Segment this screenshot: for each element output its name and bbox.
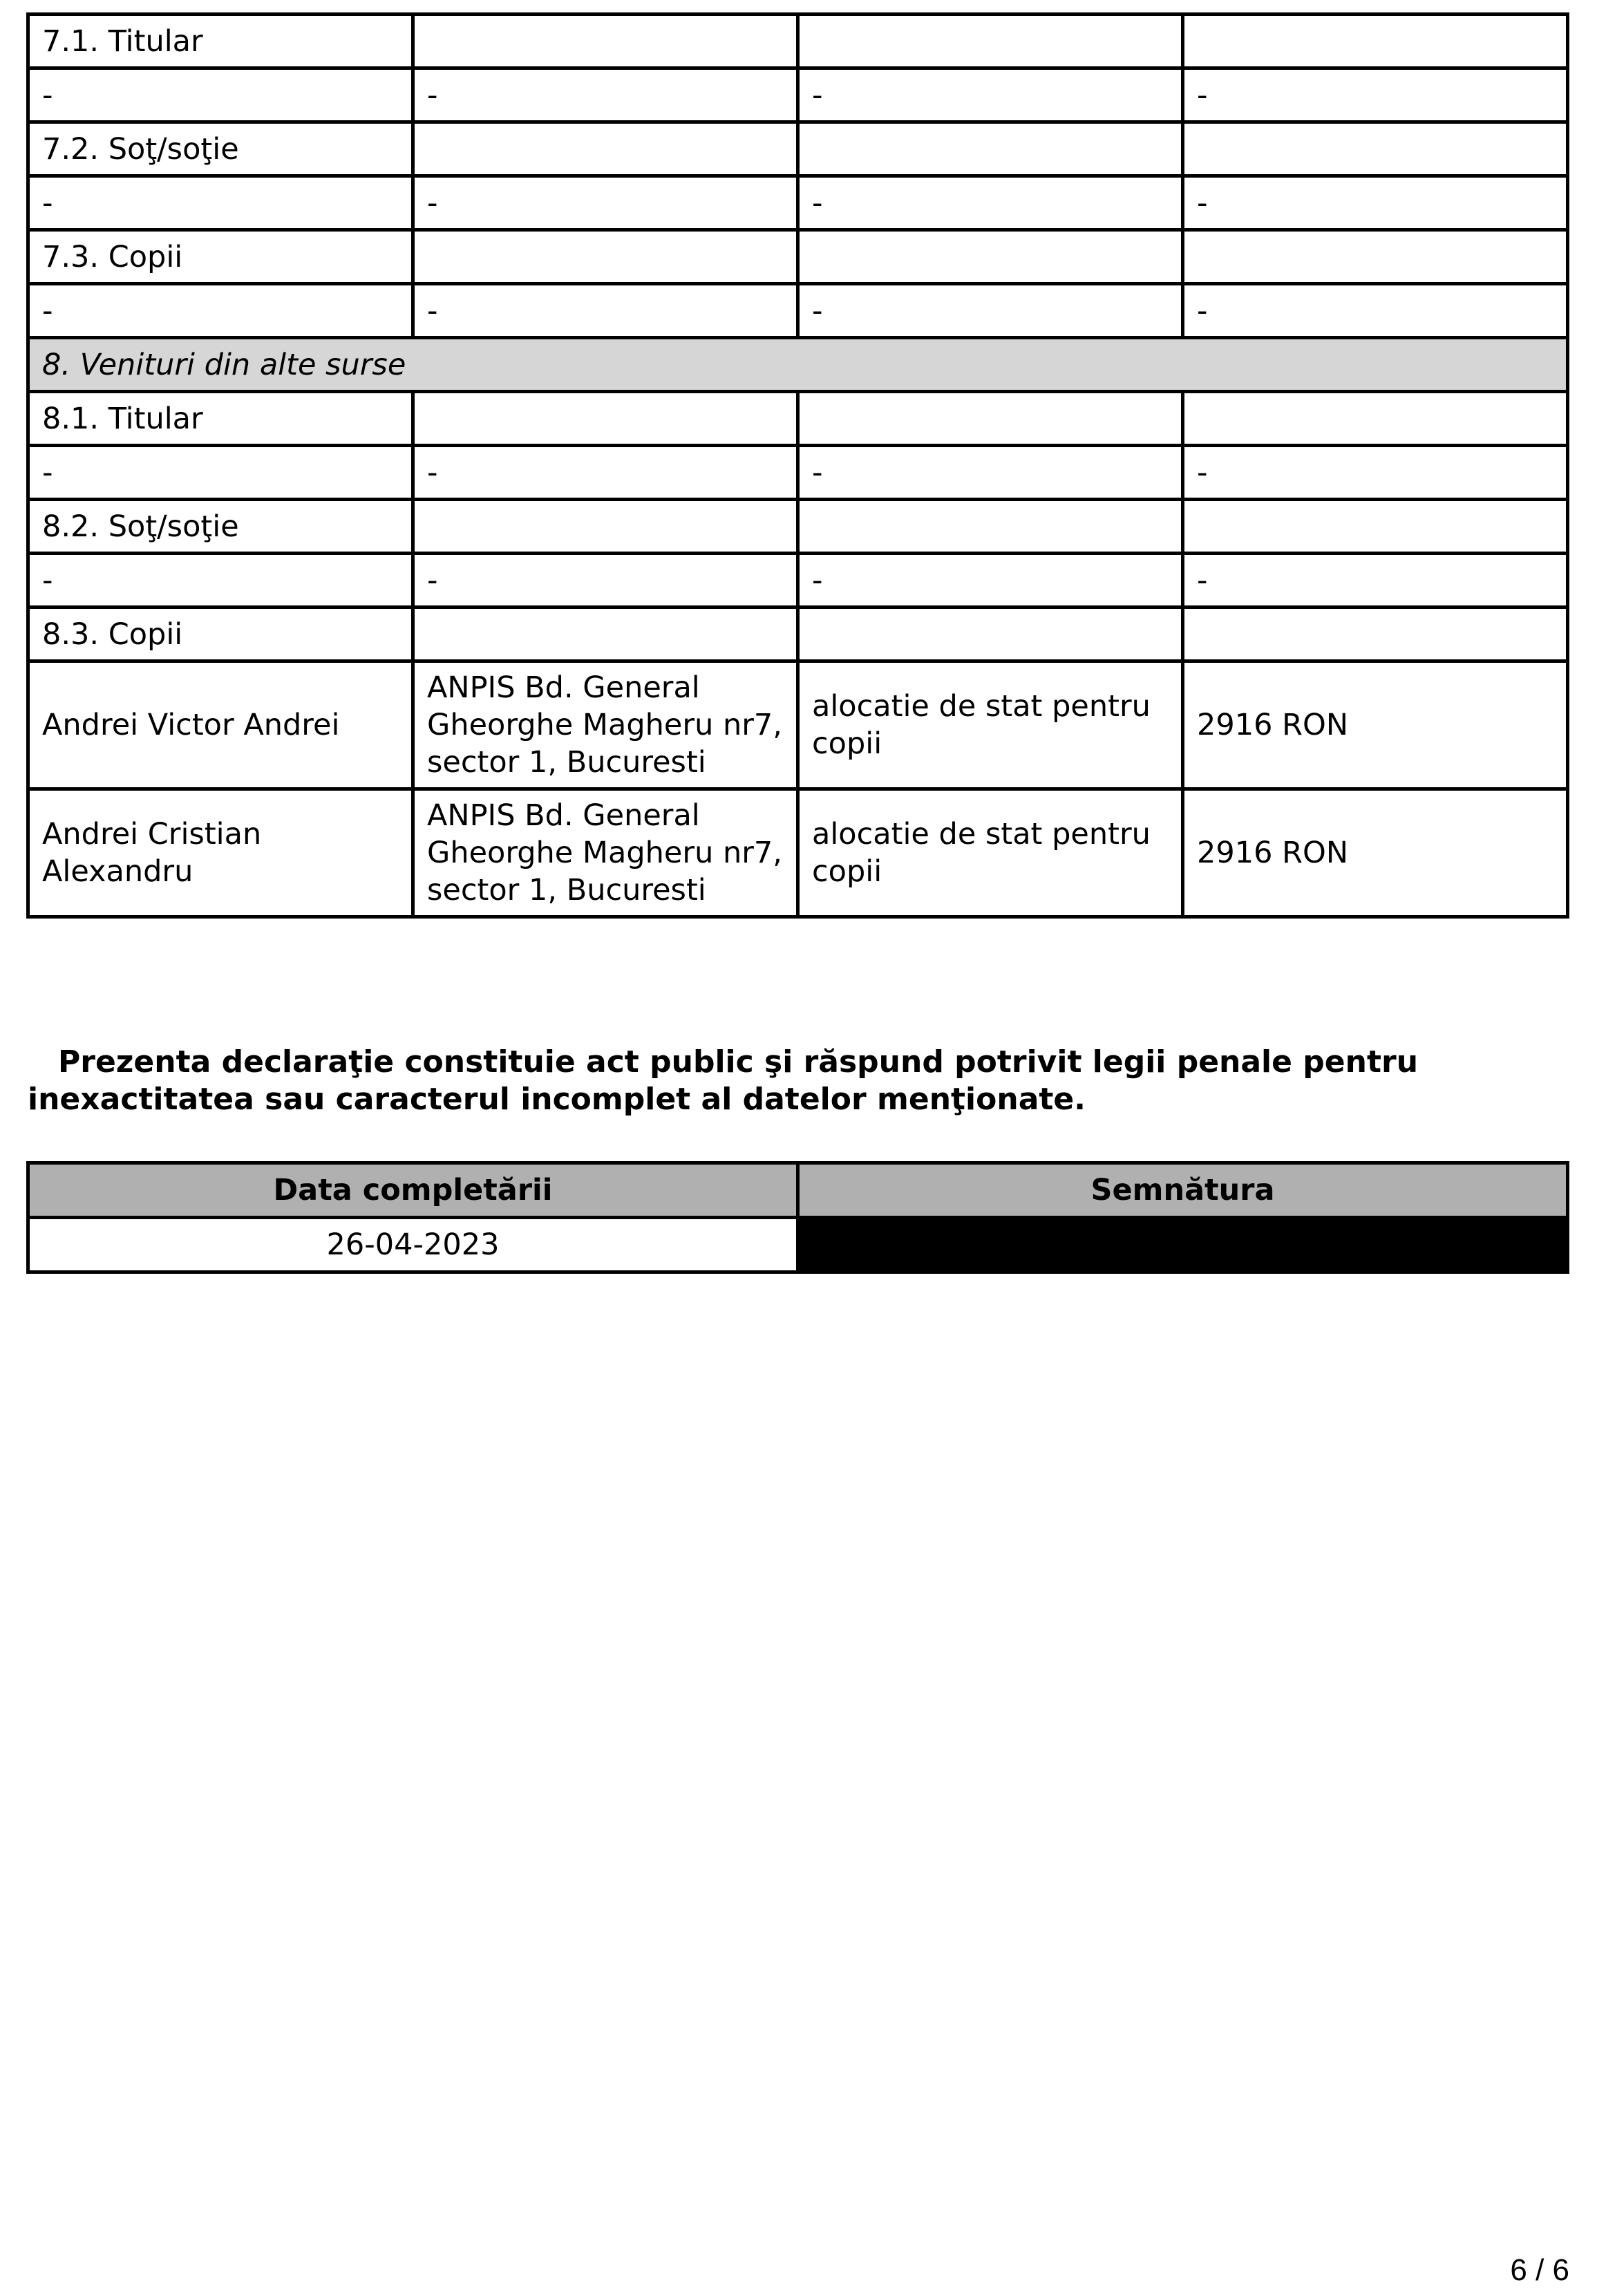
table-cell	[798, 500, 1183, 554]
table-cell	[798, 608, 1183, 661]
table-row	[28, 608, 1568, 661]
service-cell: alocatie de stat pentru copii	[798, 661, 1183, 789]
table-cell: -	[798, 176, 1183, 230]
table-row	[28, 661, 1568, 789]
table-cell: -	[798, 554, 1183, 608]
section-title: 8. Venituri din alte surse	[28, 338, 1568, 392]
table-cell: 8.3. Copii	[28, 608, 413, 661]
table-row	[28, 284, 1568, 338]
table-cell: -	[413, 284, 798, 338]
table-cell: -	[28, 554, 413, 608]
table-row	[28, 176, 1568, 230]
table-cell: -	[28, 176, 413, 230]
table-cell: -	[1183, 554, 1568, 608]
table-row	[28, 230, 1568, 284]
beneficiary-cell: Andrei Victor Andrei	[28, 661, 413, 789]
beneficiary-cell: Andrei Cristian Alexandru	[28, 789, 413, 917]
table-cell	[1183, 230, 1568, 284]
table-cell	[798, 230, 1183, 284]
table-row	[28, 122, 1568, 176]
table-cell: -	[1183, 176, 1568, 230]
table-cell: -	[798, 68, 1183, 122]
source-cell: ANPIS Bd. General Gheorghe Magheru nr7, sector 1, Bucuresti	[413, 789, 798, 917]
table-cell	[1183, 392, 1568, 446]
table-cell	[1183, 15, 1568, 68]
table-cell: -	[1183, 446, 1568, 500]
table-cell	[413, 122, 798, 176]
source-cell: ANPIS Bd. General Gheorghe Magheru nr7, sector 1, Bucuresti	[413, 661, 798, 789]
table-cell: -	[413, 446, 798, 500]
table-cell	[1183, 122, 1568, 176]
signature-table-header-row	[28, 1163, 1568, 1218]
table-row	[28, 68, 1568, 122]
table-cell	[413, 392, 798, 446]
table-row	[28, 500, 1568, 554]
income-table	[26, 12, 1569, 919]
table-cell: -	[1183, 68, 1568, 122]
table-cell: -	[798, 284, 1183, 338]
table-cell	[798, 15, 1183, 68]
income-amount-cell: 2916 RON	[1183, 789, 1568, 917]
completion-date: 26-04-2023	[28, 1218, 798, 1272]
page-number: 6 / 6	[1510, 2253, 1569, 2287]
table-cell: -	[413, 554, 798, 608]
signature-table-value-row	[28, 1218, 1568, 1272]
table-cell: -	[413, 68, 798, 122]
signature-header: Semnătura	[798, 1163, 1568, 1218]
table-cell	[1183, 608, 1568, 661]
table-cell: 8.1. Titular	[28, 392, 413, 446]
redacted-signature	[798, 1218, 1568, 1272]
table-cell	[413, 608, 798, 661]
table-row	[28, 392, 1568, 446]
table-cell	[798, 122, 1183, 176]
service-cell: alocatie de stat pentru copii	[798, 789, 1183, 917]
table-cell	[413, 15, 798, 68]
income-amount-cell: 2916 RON	[1183, 661, 1568, 789]
table-cell: -	[1183, 284, 1568, 338]
signature-table	[26, 1161, 1569, 1274]
table-cell: -	[798, 446, 1183, 500]
table-row	[28, 554, 1568, 608]
table-row	[28, 15, 1568, 68]
table-cell	[798, 392, 1183, 446]
table-cell: 7.3. Copii	[28, 230, 413, 284]
table-cell: 7.1. Titular	[28, 15, 413, 68]
table-cell: -	[28, 446, 413, 500]
table-cell: -	[28, 68, 413, 122]
table-cell: 8.2. Soţ/soţie	[28, 500, 413, 554]
table-cell: 7.2. Soţ/soţie	[28, 122, 413, 176]
table-cell	[413, 230, 798, 284]
table-cell	[413, 500, 798, 554]
legal-statement: Prezenta declaraţie constituie act public şi răspund potrivit legii penale pentru inexactitatea sau caracterul incomplet al datelor menţionate.	[28, 1044, 1419, 1117]
table-cell: -	[28, 284, 413, 338]
date-header: Data completării	[28, 1163, 798, 1218]
table-row	[28, 789, 1568, 917]
section-header-row	[28, 338, 1568, 392]
table-cell: -	[413, 176, 798, 230]
table-cell	[1183, 500, 1568, 554]
table-row	[28, 446, 1568, 500]
